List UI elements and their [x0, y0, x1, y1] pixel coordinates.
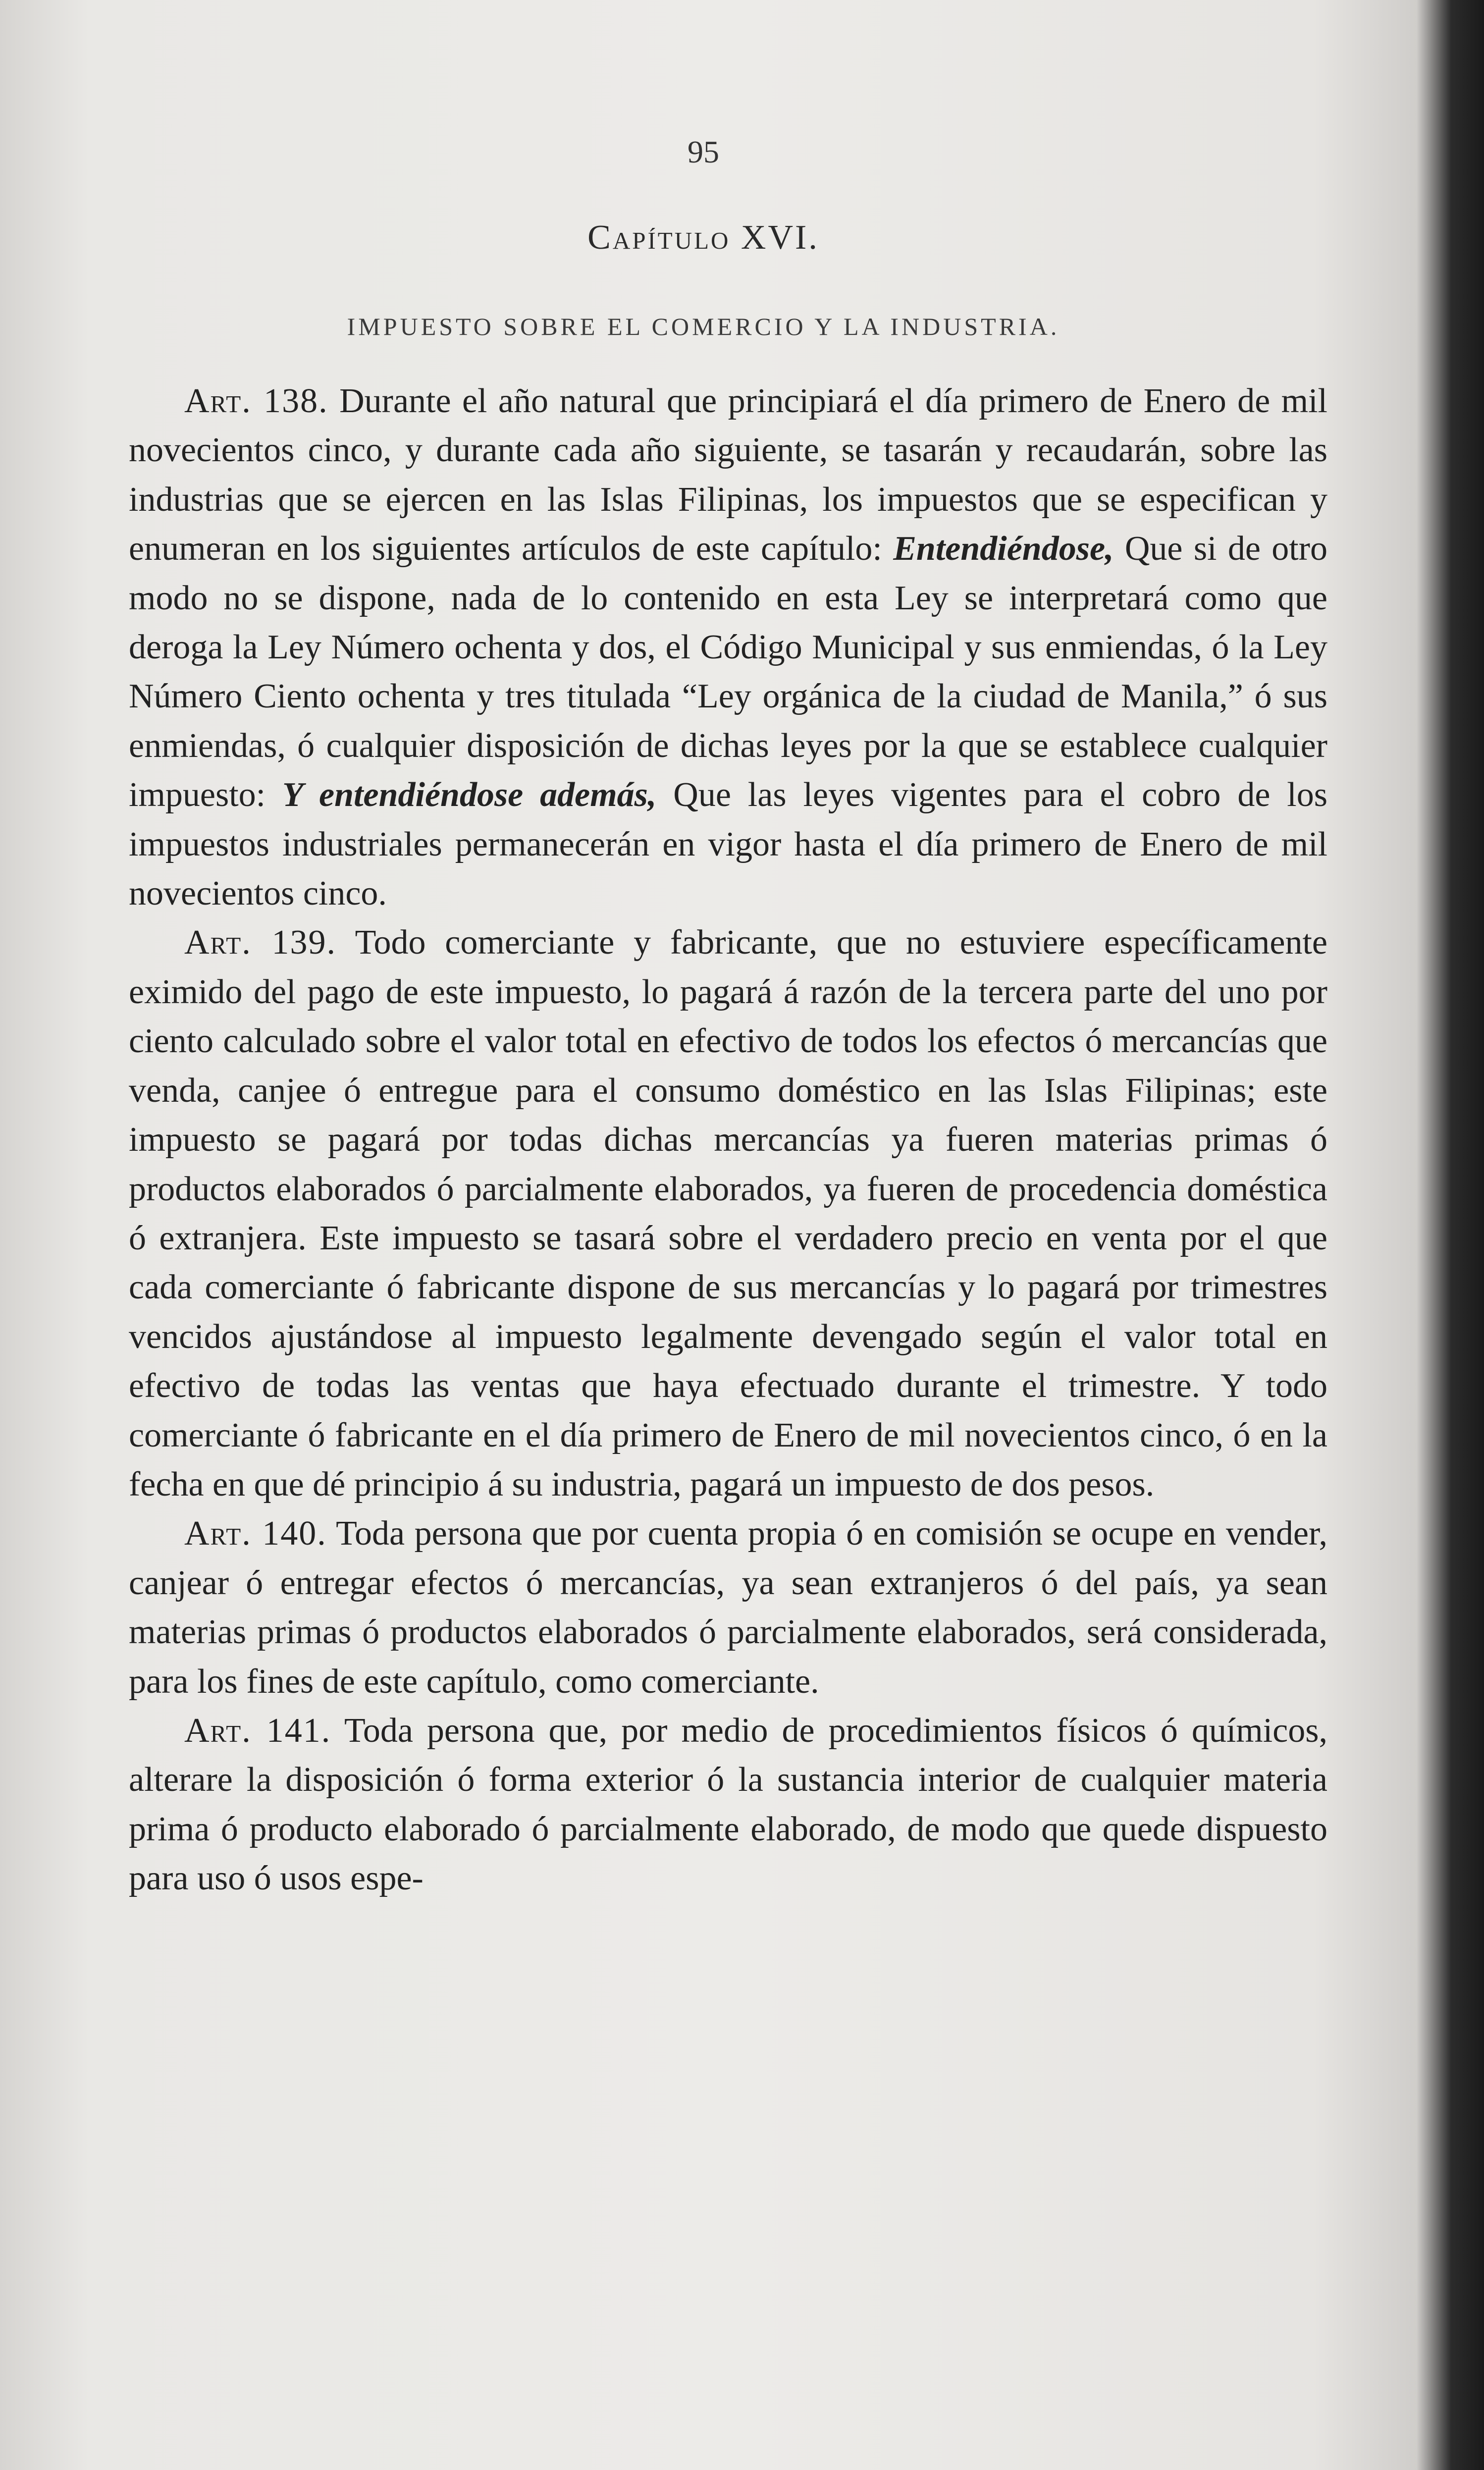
article-140 [129, 1509, 1327, 1706]
article-141 [129, 1706, 1327, 1903]
article-139 [129, 918, 1327, 1509]
article-label: Art. 140. [184, 1514, 327, 1553]
article-emphasis: Entendiéndose, [893, 530, 1114, 568]
article-emphasis: Y entendiéndose además, [282, 776, 657, 814]
article-text: Que las leyes vigentes para el cobro de los impuestos industriales permanecerán en vigor hasta el día primero de Enero de mil novecientos cinco. [129, 776, 1327, 913]
article-text: Que si de otro modo no se dispone, nada de lo contenido en esta Ley se interpretará como que deroga la Ley Número ochenta y dos, el Código Municipal y sus enmiendas, ó la Ley Número Ciento ochenta y tres titulada “Ley orgánica de la ciudad de Manila,” ó sus enmiendas, ó cualquier disposición de dichas leyes por la que se establece cualquier impuesto: [129, 530, 1327, 814]
body-text [129, 376, 1327, 1903]
article-label: Art. 138. [184, 382, 328, 420]
article-text: Toda persona que, por medio de procedimientos físicos ó químicos, alterare la disposición ó forma exterior ó la sustancia interior de cualquier materia prima ó producto elaborado ó parcialmente elaborado, de modo que quede dispuesto para uso ó usos espe- [129, 1711, 1327, 1898]
article-label: Art. 141. [184, 1711, 331, 1750]
article-text: Durante el año natural que principiará el día primero de Enero de mil novecientos cinco, y durante cada año siguiente, se tasarán y recaudarán, sobre las industrias que se ejercen en las Islas Filipinas, los impuestos que se especifican y enumeran en los siguientes artículos de este capítulo: [129, 382, 1327, 568]
article-label: Art. 139. [184, 923, 337, 962]
page-number: 95 [688, 134, 719, 169]
article-text: Toda persona que por cuenta propia ó en comisión se ocupe en vender, canjear ó entregar efectos ó mercancías, ya sean extranjeros ó del país, ya sean materias primas ó productos elaborados ó parcialmente elaborados, será considerada, para los fines de este capítulo, como comerciante. [129, 1514, 1327, 1701]
article-text: Todo comerciante y fabricante, que no estuviere específicamente eximido del pago de este impuesto, lo pagará á razón de la tercera parte del uno por ciento calculado sobre el valor total en efectivo de todos los efectos ó mercancías que venda, canjee ó entregue para el consumo doméstico en las Islas Filipinas; este impuesto se pagará por todas dichas mercancías ya fueren materias primas ó productos elaborados ó parcialmente elaborados, ya fueren de procedencia doméstica ó extranjera. Este impuesto se tasará sobre el verdadero precio en venta por el que cada comerciante ó fabricante dispone de sus mercancías y lo pagará por trimestres vencidos ajustándose al impuesto legalmente devengado según el valor total en efectivo de todas las ventas que haya efectuado durante el trimestre. Y todo comerciante ó fabricante en el día primero de Enero de mil novecientos cinco, ó en la fecha en que dé principio á su industria, pagará un impuesto de dos pesos. [129, 923, 1327, 1503]
book-page [99, 0, 1327, 2470]
article-138 [129, 376, 1327, 918]
chapter-heading: Capítulo XVI. [587, 218, 819, 257]
chapter-subtitle: IMPUESTO SOBRE EL COMERCIO Y LA INDUSTRIA. [347, 313, 1060, 340]
